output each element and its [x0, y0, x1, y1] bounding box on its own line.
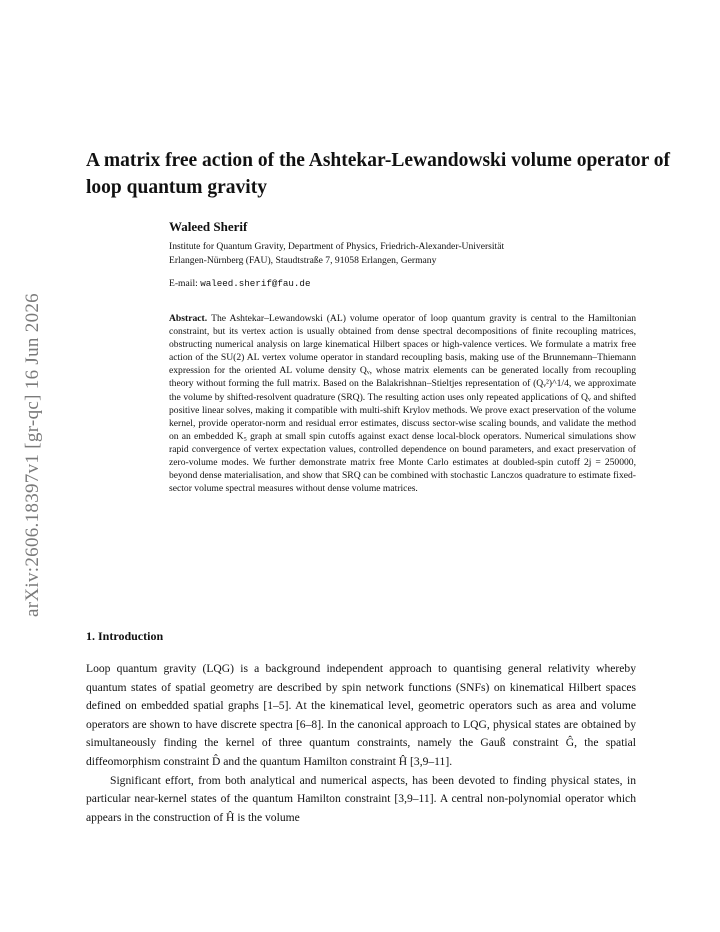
author-name: Waleed Sherif: [169, 219, 248, 234]
affiliation-line-1: Institute for Quantum Gravity, Department of Physics, Friedrich-Alexander-Universität: [169, 241, 505, 252]
paper-title: A matrix free action of the Ashtekar-Lewandowski volume operator of loop quantum gravity: [86, 150, 671, 198]
introduction-body: [86, 660, 636, 827]
arxiv-sidebar: [20, 265, 46, 645]
intro-paragraph-2: Significant effort, from both analytical and numerical aspects, has been devoted to finding physical states, in particular near-kernel states of the quantum Hamilton constraint [3,9–11]. A central non-polynomial operator which appears in the construction of Ĥ is the volume: [86, 773, 636, 824]
email-address: waleed.sherif@fau.de: [200, 278, 311, 289]
abstract-label: Abstract.: [169, 313, 208, 324]
abstract: [169, 312, 636, 495]
author-block: [169, 219, 649, 289]
affiliation-line-2: Erlangen-Nürnberg (FAU), Staudtstraße 7, 91058 Erlangen, Germany: [169, 255, 437, 266]
abstract-text: The Ashtekar–Lewandowski (AL) volume operator of loop quantum gravity is central to the Hamiltonian constraint, but its vertex action is usually obtained from dense spectral decompositions of finite recoupling matrices, obstructing numerical analysis on large kinematical Hilbert spaces or high-valence vertices. We formulate a matrix free action of the SU(2) AL vertex volume operator in standard recoupling basis, making use of the Brunnemann–Thiemann expression for the oriented AL volume density Qᵥ, whose matrix elements can be generated locally from recoupling theory without forming the full matrix. Based on the Balakrishnan–Stieltjes representation of (Qᵥ²)^1/4, we approximate the volume by shifted-resolvent quadrature (SRQ). The resulting action uses only repeated applications of Qᵥ and shifted positive linear solves, making it compatible with multi-shift Krylov methods. We prove exact preservation of the volume kernel, provide operator-norm and residual error estimates, discuss sector-wise scaling bounds, and validate the method on an embedded K₅ graph at small spin cutoffs against exact dense local-block operators. Numerical simulations show rapid convergence of vertex expectation values, controlled dependence on bound parameters, and exact preservation of zero-volume modes. We further demonstrate matrix free Monte Carlo estimates at doubled-spin cutoff 2j = 250000, beyond dense materialisation, and show that SRQ can be combined with stochastic Lanczos quadrature to estimate fixed-sector volume spectral measures without dense volume matrices.: [169, 313, 636, 495]
intro-paragraph-1: Loop quantum gravity (LQG) is a background independent approach to quantising general relativity whereby quantum states of spatial geometry are described by spin network functions (SNFs) on kinematical Hilbert spaces defined on embedded spatial graphs [1–5]. At the kinematical level, geometric operators such as area and volume operators are shown to have discrete spectra [6–8]. In the canonical approach to LQG, physical states are obtained by simultaneously finding the kernel of three quantum constraints, namely the Gauß constraint Ĝ, the spatial diffeomorphism constraint D̂ and the quantum Hamilton constraint Ĥ [3,9–11].: [86, 662, 636, 768]
email-label: E-mail:: [169, 278, 198, 289]
arxiv-identifier: arXiv:2606.18397v1 [gr-qc] 16 Jun 2026: [22, 293, 43, 617]
email-line: [169, 278, 649, 289]
section-heading-introduction: 1. Introduction: [86, 629, 164, 643]
